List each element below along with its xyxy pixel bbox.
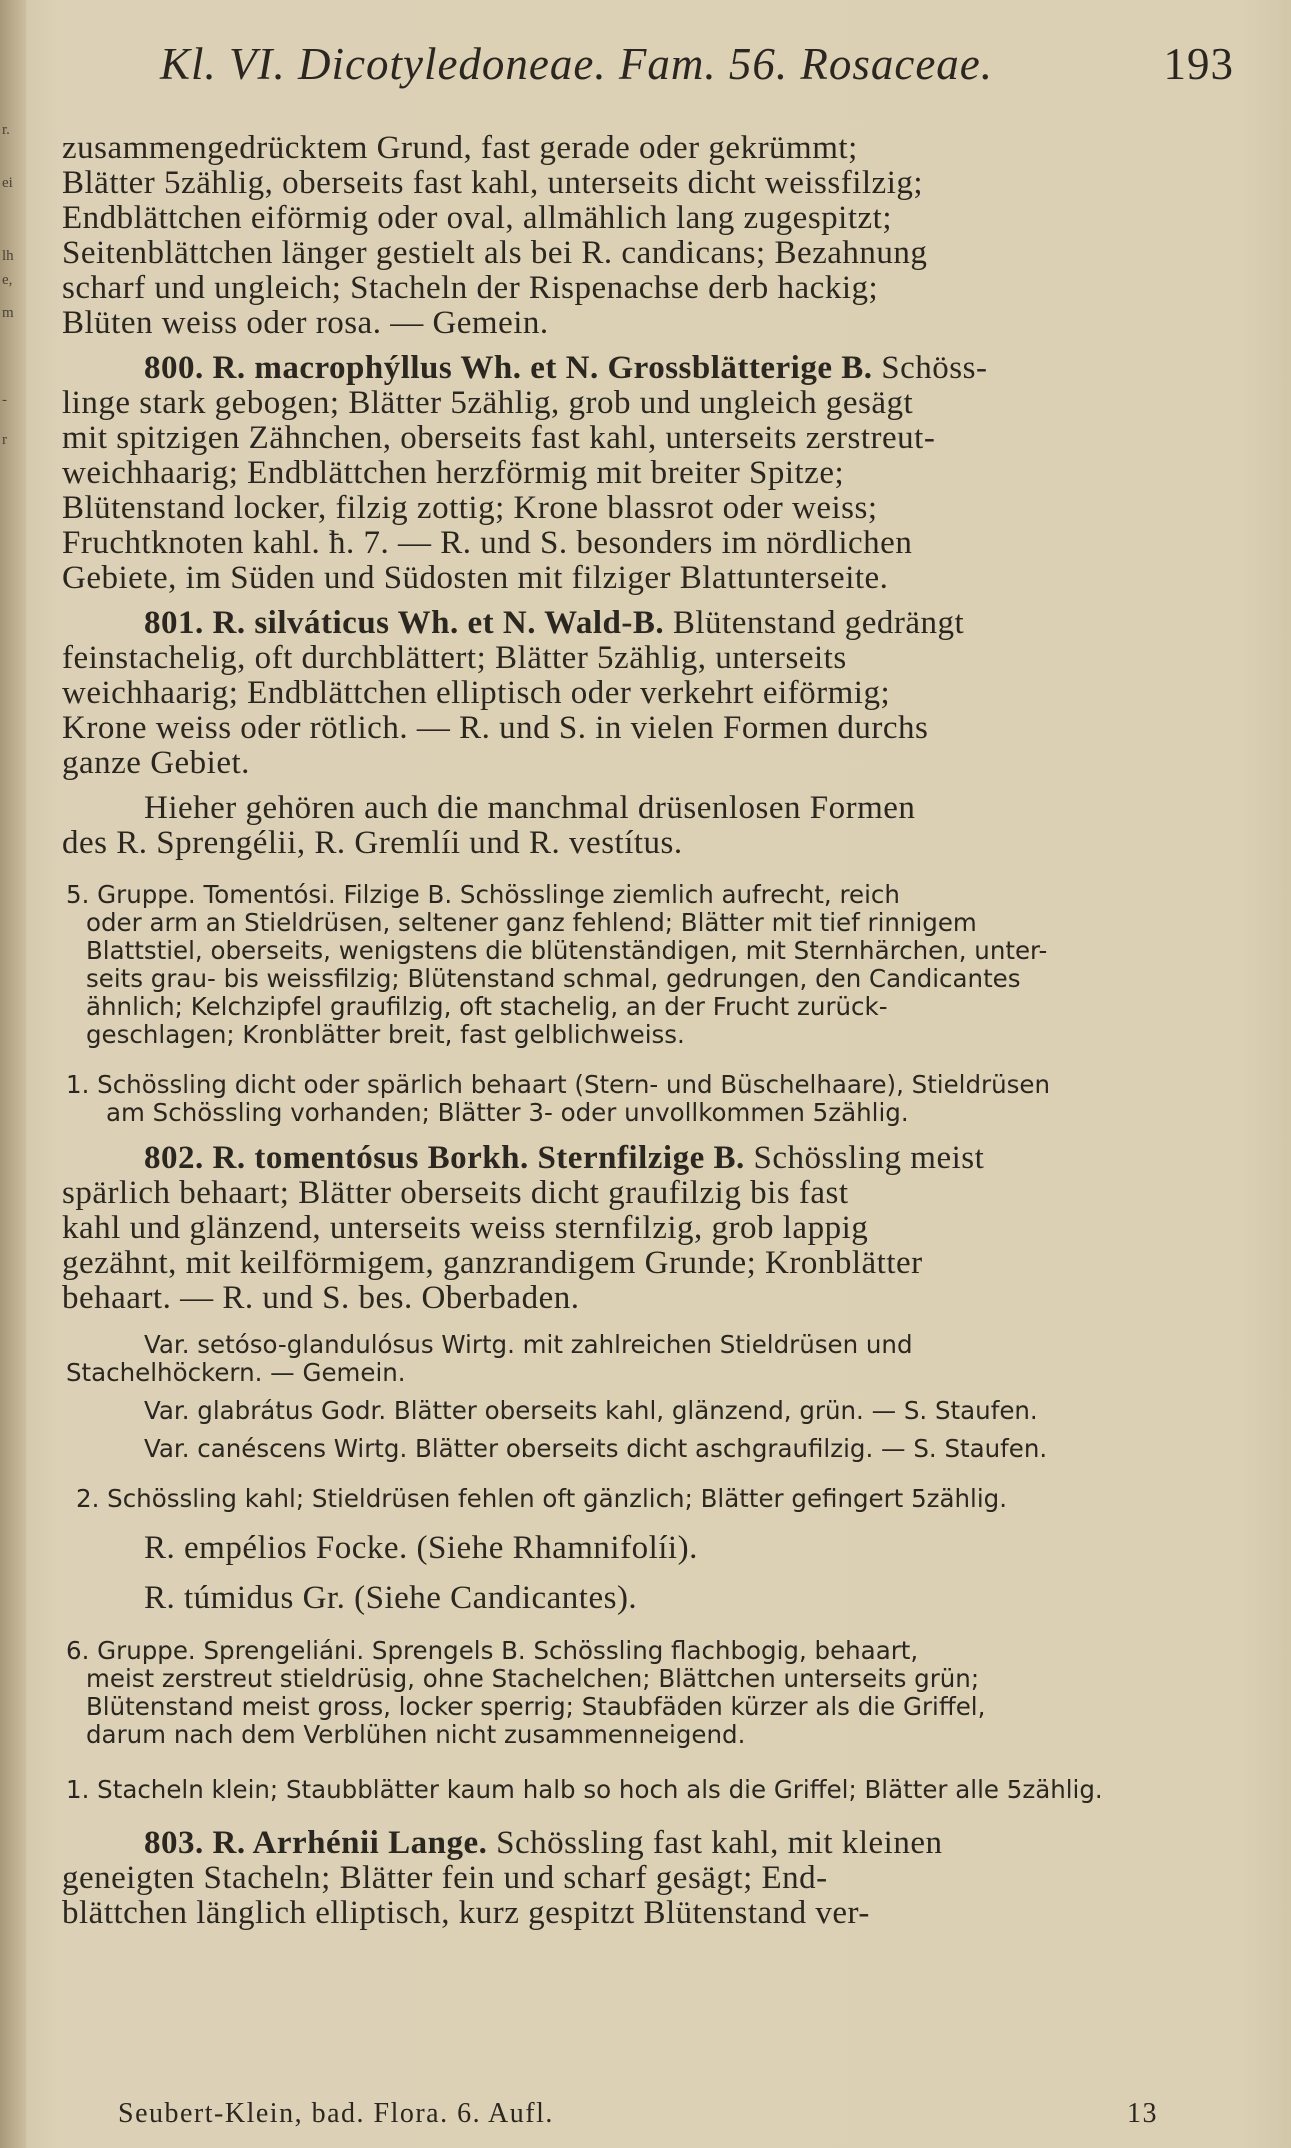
text-line: feinstachelig, oft durchblättert; Blätter 5zählig, unterseits xyxy=(62,640,847,676)
text-line: Gebiete, im Süden und Südosten mit filziger Blattunterseite. xyxy=(62,560,889,596)
margin-fragment: e, xyxy=(2,272,13,288)
margin-fragment: r xyxy=(2,432,7,448)
text-line: Stachelhöckern. — Gemein. xyxy=(66,1358,406,1387)
text-line: Blattstiel, oberseits, wenigstens die blütenständigen, mit Sternhärchen, unter- xyxy=(86,936,1048,965)
text-line: oder arm an Stieldrüsen, seltener ganz fehlend; Blätter mit tief rinnigem xyxy=(86,908,977,937)
page-footer xyxy=(118,2098,1158,2130)
text-line: mit spitzigen Zähnchen, oberseits fast kahl, unterseits zerstreut- xyxy=(62,420,936,456)
species-entry-802 xyxy=(144,1140,984,1177)
species-entry-801 xyxy=(144,605,964,642)
variety-entry: Var. setóso-glandulósus Wirtg. mit zahlreichen Stieldrüsen und xyxy=(144,1330,913,1359)
species-entry-803 xyxy=(144,1825,942,1862)
margin-fragment: lh xyxy=(2,248,14,264)
text-line: Blätter 5zählig, oberseits fast kahl, unterseits dicht weissfilzig; xyxy=(62,165,924,201)
margin-fragment: - xyxy=(2,392,7,408)
group-heading: 5. Gruppe. Tomentósi. Filzige B. Schösslinge ziemlich aufrecht, reich xyxy=(66,880,900,909)
text-line: Hieher gehören auch die manchmal drüsenlosen Formen xyxy=(144,790,916,826)
cross-reference: R. túmidus Gr. (Siehe Candicantes). xyxy=(144,1580,638,1616)
species-text: Schöss- xyxy=(872,350,988,386)
text-line: behaart. — R. und S. bes. Oberbaden. xyxy=(62,1280,580,1316)
margin-fragment: ei xyxy=(2,175,13,191)
signature-mark: 13 xyxy=(1127,2098,1158,2129)
cross-reference: R. empélios Focke. (Siehe Rhamnifolíi). xyxy=(144,1530,698,1566)
text-line: geneigten Stacheln; Blätter fein und scharf gesägt; End- xyxy=(62,1860,828,1896)
text-line: ähnlich; Kelchzipfel graufilzig, oft stachelig, an der Frucht zurück- xyxy=(86,992,888,1021)
text-line: kahl und glänzend, unterseits weiss sternfilzig, grob lappig xyxy=(62,1210,869,1246)
footer-source: Seubert-Klein, bad. Flora. 6. Aufl. xyxy=(118,2098,554,2129)
text-line: zusammengedrücktem Grund, fast gerade oder gekrümmt; xyxy=(62,130,858,166)
text-line: ganze Gebiet. xyxy=(62,745,250,781)
text-line: Blüten weiss oder rosa. — Gemein. xyxy=(62,305,549,341)
page-gutter xyxy=(0,0,26,2148)
variety-entry: Var. glabrátus Godr. Blätter oberseits kahl, glänzend, grün. — S. Staufen. xyxy=(144,1396,1038,1425)
species-entry-800 xyxy=(144,350,987,387)
text-line: weichhaarig; Endblättchen herzförmig mit breiter Spitze; xyxy=(62,455,845,491)
group-heading: 6. Gruppe. Sprengeliáni. Sprengels B. Schössling flachbogig, behaart, xyxy=(66,1636,919,1665)
key-item: 2. Schössling kahl; Stieldrüsen fehlen oft gänzlich; Blätter gefingert 5zählig. xyxy=(76,1484,1008,1513)
text-line: seits grau- bis weissfilzig; Blütenstand schmal, gedrungen, den Candicantes xyxy=(86,964,1021,993)
page-number: 193 xyxy=(1163,39,1234,89)
species-heading: 800. R. macrophýllus Wh. et N. Grossblätterige B. xyxy=(144,350,873,386)
header-title: Kl. VI. Dicotyledoneae. Fam. 56. Rosaceae. xyxy=(160,39,994,89)
text-line: blättchen länglich elliptisch, kurz gespitzt Blütenstand ver- xyxy=(62,1895,870,1931)
margin-fragment: r. xyxy=(2,122,10,138)
text-line: spärlich behaart; Blätter oberseits dicht graufilzig bis fast xyxy=(62,1175,849,1211)
text-line: linge stark gebogen; Blätter 5zählig, grob und ungleich gesägt xyxy=(62,385,914,421)
text-line: scharf und ungleich; Stacheln der Rispenachse derb hackig; xyxy=(62,270,879,306)
text-line: meist zerstreut stieldrüsig, ohne Stachelchen; Blättchen unterseits grün; xyxy=(86,1664,980,1693)
text-line: Blütenstand meist gross, locker sperrig; Staubfäden kürzer als die Griffel, xyxy=(86,1692,986,1721)
species-heading: 801. R. silváticus Wh. et N. Wald-B. xyxy=(144,605,665,641)
species-heading: 803. R. Arrhénii Lange. xyxy=(144,1825,488,1861)
margin-fragment: m xyxy=(2,305,14,321)
species-heading: 802. R. tomentósus Borkh. Sternfilzige B. xyxy=(144,1140,745,1176)
text-line: Krone weiss oder rötlich. — R. und S. in vielen Formen durchs xyxy=(62,710,929,746)
species-text: Schössling meist xyxy=(744,1140,985,1176)
text-line: des R. Sprengélii, R. Gremlíi und R. vestítus. xyxy=(62,825,683,861)
text-line: Endblättchen eiförmig oder oval, allmählich lang zugespitzt; xyxy=(62,200,892,236)
running-header xyxy=(160,38,1234,90)
species-text: Schössling fast kahl, mit kleinen xyxy=(487,1825,943,1861)
text-line: geschlagen; Kronblätter breit, fast gelblichweiss. xyxy=(86,1020,685,1049)
text-line: weichhaarig; Endblättchen elliptisch oder verkehrt eiförmig; xyxy=(62,675,891,711)
key-item: 1. Stacheln klein; Staubblätter kaum halb so hoch als die Griffel; Blätter alle 5zählig. xyxy=(66,1775,1103,1804)
text-line: Blütenstand locker, filzig zottig; Krone blassrot oder weiss; xyxy=(62,490,878,526)
variety-entry: Var. canéscens Wirtg. Blätter oberseits dicht aschgraufilzig. — S. Staufen. xyxy=(144,1434,1048,1463)
text-line: gezähnt, mit keilförmigem, ganzrandigem Grunde; Kronblätter xyxy=(62,1245,923,1281)
text-line: am Schössling vorhanden; Blätter 3- oder unvollkommen 5zählig. xyxy=(106,1098,909,1127)
text-line: Fruchtknoten kahl. ħ. 7. — R. und S. besonders im nördlichen xyxy=(62,525,913,561)
text-line: darum nach dem Verblühen nicht zusammenneigend. xyxy=(86,1720,746,1749)
text-line: Seitenblättchen länger gestielt als bei R. candicans; Bezahnung xyxy=(62,235,928,271)
species-text: Blütenstand gedrängt xyxy=(664,605,965,641)
key-item: 1. Schössling dicht oder spärlich behaart (Stern- und Büschelhaare), Stieldrüsen xyxy=(66,1070,1051,1099)
